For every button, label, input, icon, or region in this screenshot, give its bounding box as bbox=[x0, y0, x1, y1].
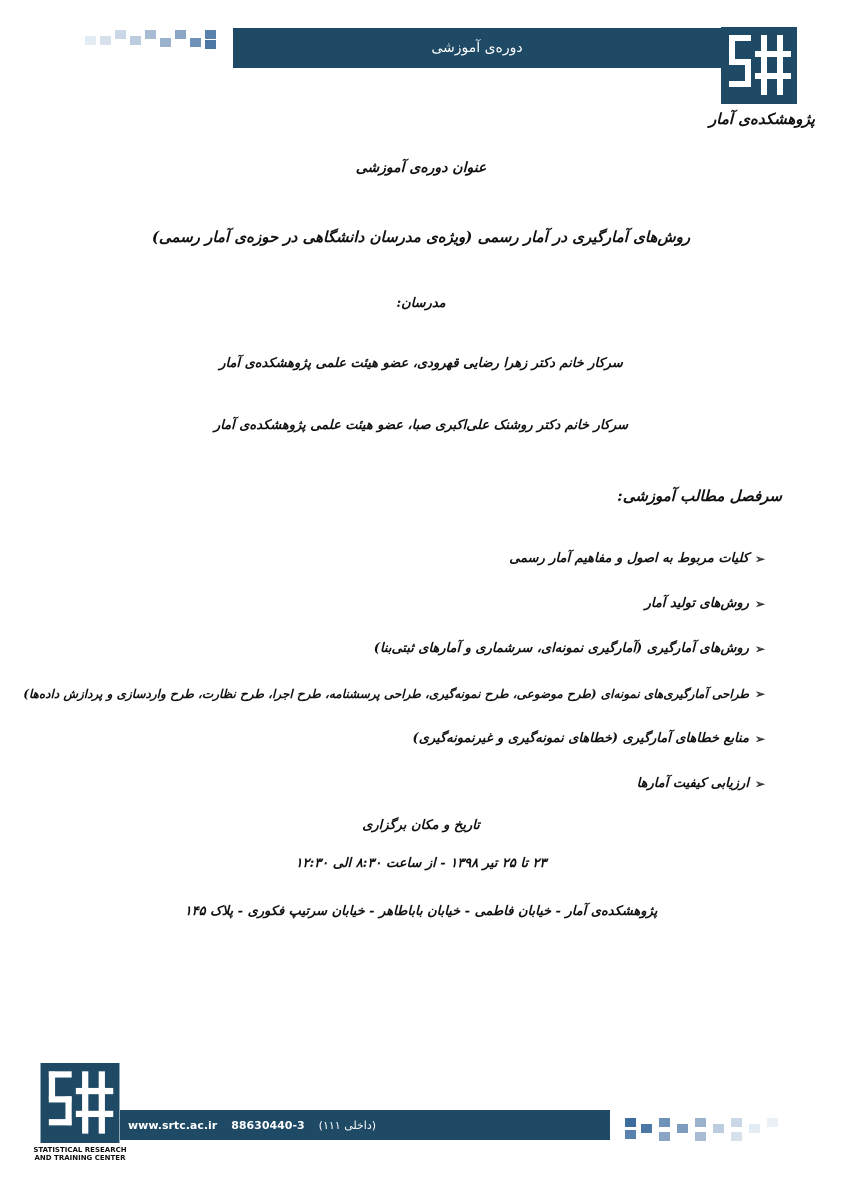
srtc-logo bbox=[721, 27, 797, 104]
check-arrow-icon: ➢ bbox=[754, 686, 765, 701]
check-arrow-icon: ➢ bbox=[754, 551, 765, 566]
check-arrow-icon: ➢ bbox=[754, 776, 765, 791]
phone-number: 88630440-3 bbox=[231, 1118, 305, 1132]
list-item: ➢ کلیات مربوط به اصول و مفاهیم آمار رسمی bbox=[45, 536, 765, 581]
website-link[interactable]: www.srtc.ac.ir bbox=[128, 1118, 218, 1132]
header-banner bbox=[233, 28, 721, 68]
check-arrow-icon: ➢ bbox=[754, 731, 765, 746]
decorative-squares-bottom bbox=[625, 1118, 795, 1148]
decorative-squares-top bbox=[85, 30, 225, 50]
list-item: ➢ منابع خطاهای آمارگیری (خطاهای نمونه‌گیری و غیرنمونه‌گیری) bbox=[45, 716, 765, 761]
check-arrow-icon: ➢ bbox=[754, 596, 765, 611]
list-item: ➢ ارزیابی کیفیت آمارها bbox=[45, 761, 765, 806]
footer-bar bbox=[120, 1110, 610, 1140]
schedule-date: ۲۳ تا ۲۵ تیر ۱۳۹۸ - از ساعت ۸:۳۰ الی ۱۲:۳۰ bbox=[295, 856, 547, 871]
org-name: STATISTICAL RESEARCH AND TRAINING CENTER bbox=[33, 1146, 127, 1162]
list-item: ➢ روش‌های تولید آمار bbox=[45, 581, 765, 626]
instructor-item: سرکار خانم دکتر روشنک علی‌اکبری صبا، عضو هیئت علمی پژوهشکده‌ی آمار bbox=[213, 418, 629, 433]
srtc-logo-bottom bbox=[40, 1063, 120, 1143]
instructor-item: سرکار خانم دکتر زهرا رضایی قهرودی، عضو هیئت علمی پژوهشکده‌ی آمار bbox=[219, 356, 623, 371]
topics-list bbox=[23, 536, 765, 806]
topics-label: سرفصل مطالب آموزشی: bbox=[617, 487, 782, 505]
schedule-label: تاریخ و مکان برگزاری bbox=[362, 818, 480, 833]
logo-caption: پژوهشکده‌ی آمار bbox=[709, 110, 815, 128]
course-title: روش‌های آمارگیری در آمار رسمی (ویژه‌ی مدرسان دانشگاهی در حوزه‌ی آمار رسمی) bbox=[151, 228, 691, 246]
list-item: ➢ طراحی آمارگیری‌های نمونه‌ای (طرح موضوعی، طرح نمونه‌گیری، طراحی پرسشنامه، طرح اجرا، طرح نظارت، طرح واردسازی و پردازش داده‌ها) bbox=[45, 671, 765, 716]
course-label: عنوان دوره‌ی آموزشی bbox=[355, 160, 487, 176]
list-item: ➢ روش‌های آمارگیری (آمارگیری نمونه‌ای، سرشماری و آمارهای ثبتی‌بنا) bbox=[45, 626, 765, 671]
phone-extension: (داخلی ۱۱۱) bbox=[318, 1118, 377, 1132]
schedule-address: پژوهشکده‌ی آمار - خیابان فاطمی - خیابان باباطاهر - خیابان سرتیپ فکوری - پلاک ۱۴۵ bbox=[184, 904, 658, 919]
instructors-label: مدرسان: bbox=[396, 296, 446, 311]
check-arrow-icon: ➢ bbox=[754, 641, 765, 656]
banner-title: دوره‌ی آموزشی bbox=[431, 40, 523, 56]
